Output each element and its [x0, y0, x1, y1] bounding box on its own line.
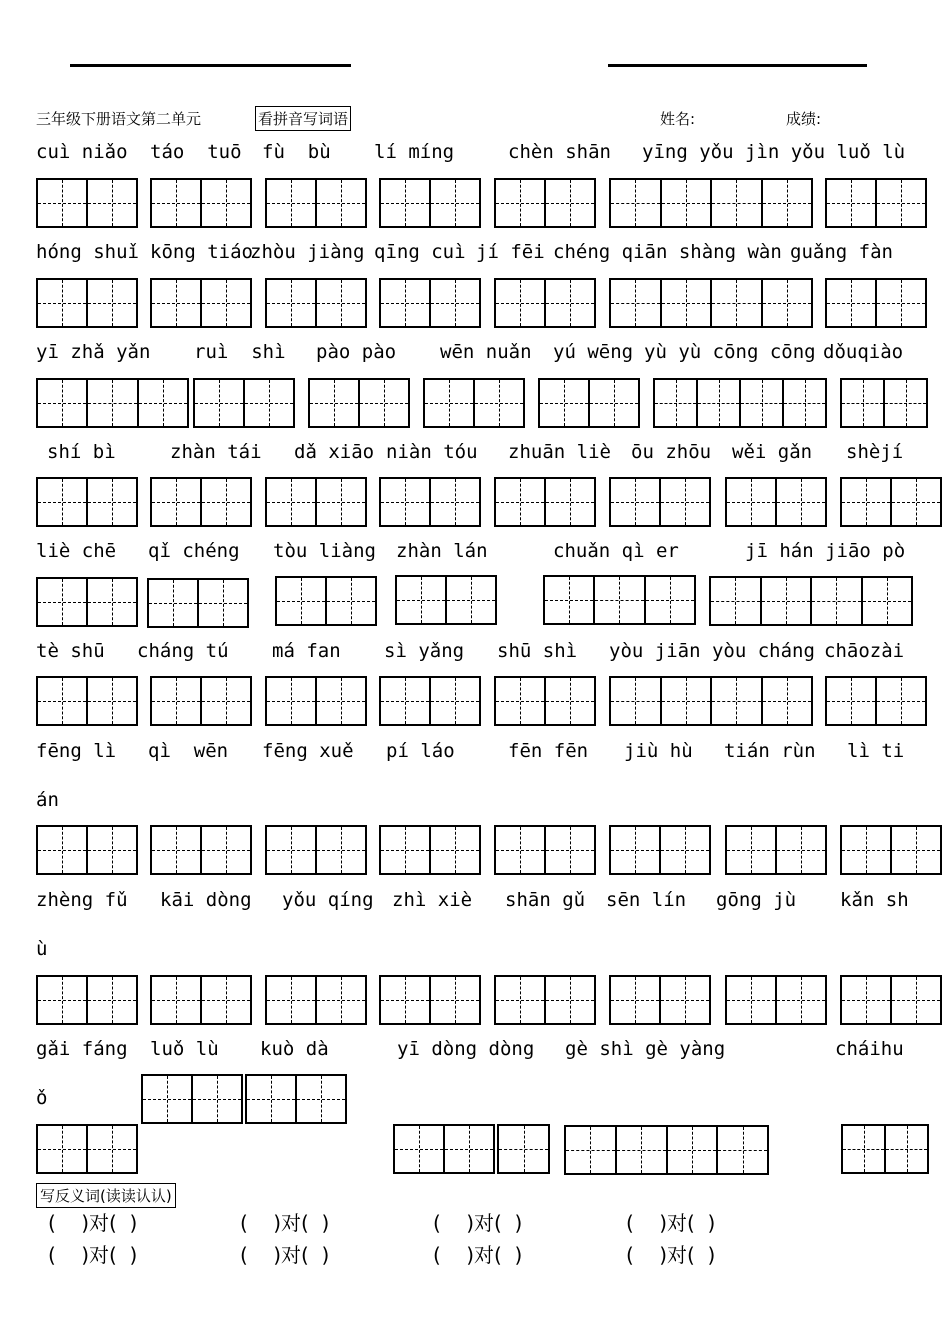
name-label: 姓名:	[660, 110, 696, 128]
pinyin: zhuān liè	[508, 441, 611, 463]
pinyin: zhì xiè	[392, 889, 473, 911]
pinyin: tòu liàng	[273, 540, 376, 562]
pinyin: kāi dòng	[160, 889, 252, 911]
writing-grid[interactable]	[825, 676, 927, 726]
writing-grid[interactable]	[543, 575, 696, 625]
writing-grid[interactable]	[265, 825, 367, 875]
pinyin: táo tuō	[150, 141, 242, 163]
pinyin: cuì niǎo	[36, 141, 128, 163]
writing-grid[interactable]	[609, 178, 813, 228]
writing-grid[interactable]	[379, 676, 481, 726]
writing-grid[interactable]	[36, 825, 138, 875]
pinyin: ōu zhōu	[631, 441, 712, 463]
pinyin: wēn nuǎn	[440, 341, 532, 363]
writing-grid[interactable]	[725, 477, 827, 527]
pinyin: yǒu qíng	[282, 889, 374, 911]
pinyin: dǎ xiāo	[294, 441, 375, 463]
writing-grid[interactable]	[840, 378, 928, 428]
writing-grid[interactable]	[840, 975, 942, 1025]
writing-grid[interactable]	[379, 477, 481, 527]
pinyin: chāozài	[824, 640, 905, 662]
pinyin: zhàn lán	[396, 540, 488, 562]
antonym-item[interactable]: ( )对( )	[626, 1211, 716, 1235]
pinyin: luǒ lù	[150, 1038, 219, 1060]
pinyin: cháng tú	[137, 640, 229, 662]
pinyin: yú wēng	[553, 341, 634, 363]
writing-grid[interactable]	[36, 378, 189, 428]
pinyin: sì yǎng	[384, 640, 465, 662]
pinyin: gè shì gè yàng	[565, 1038, 726, 1060]
writing-grid[interactable]	[147, 578, 249, 628]
writing-grid[interactable]	[150, 477, 252, 527]
pinyin: yù yù cōng cōng	[644, 341, 816, 363]
pinyin: má fan	[272, 640, 341, 662]
pinyin: jiù hù	[624, 740, 693, 762]
pinyin: yī dòng dòng	[397, 1038, 535, 1060]
writing-grid[interactable]	[725, 825, 827, 875]
pinyin: qīng cuì	[374, 241, 466, 263]
pinyin: chuǎn qì er	[553, 540, 679, 562]
pinyin: gǎi fáng	[36, 1038, 128, 1060]
antonym-item[interactable]: ( )对( )	[626, 1243, 716, 1267]
antonym-item[interactable]: ( )对( )	[433, 1243, 523, 1267]
pinyin: cháihu	[835, 1038, 904, 1060]
pinyin: sēn lín	[606, 889, 687, 911]
pinyin: jí fēi	[476, 241, 545, 263]
writing-grid[interactable]	[379, 825, 481, 875]
writing-grid[interactable]	[840, 477, 942, 527]
writing-grid[interactable]	[825, 178, 927, 228]
pinyin: yīng yǒu jìn yǒu luǒ lù	[642, 141, 906, 163]
writing-grid[interactable]	[497, 1124, 550, 1174]
name-underline	[70, 64, 351, 67]
pinyin: shí bì	[47, 441, 116, 463]
writing-grid[interactable]	[423, 378, 525, 428]
writing-grid[interactable]	[653, 378, 827, 428]
pinyin: yī zhǎ yǎn	[36, 341, 151, 363]
pinyin: fēng xuě	[262, 740, 354, 762]
writing-grid[interactable]	[36, 178, 138, 228]
pinyin: chéng qiān shàng wàn	[553, 241, 782, 263]
pinyin: jī hán jiāo pò	[745, 540, 906, 562]
writing-grid[interactable]	[609, 676, 813, 726]
writing-grid[interactable]	[725, 975, 827, 1025]
pinyin: tián rùn	[724, 740, 816, 762]
writing-grid[interactable]	[265, 477, 367, 527]
pinyin: shān gǔ	[505, 889, 586, 911]
writing-grid[interactable]	[379, 975, 481, 1025]
writing-grid[interactable]	[379, 278, 481, 328]
pinyin: liè chē	[36, 540, 117, 562]
writing-grid[interactable]	[150, 825, 252, 875]
writing-grid[interactable]	[393, 1124, 495, 1174]
writing-grid[interactable]	[36, 676, 138, 726]
pinyin: pào pào	[316, 341, 397, 363]
pinyin: shū shì	[497, 640, 578, 662]
task-label: 看拼音写词语	[255, 106, 351, 131]
antonym-item[interactable]: ( )对( )	[48, 1211, 138, 1235]
writing-grid[interactable]	[564, 1125, 769, 1175]
pinyin: fù bù	[262, 141, 331, 163]
score-underline	[608, 64, 867, 67]
writing-grid[interactable]	[150, 178, 252, 228]
writing-grid[interactable]	[609, 825, 711, 875]
pinyin: chèn shān	[508, 141, 611, 163]
writing-grid[interactable]	[494, 278, 596, 328]
pinyin: tè shū	[36, 640, 105, 662]
writing-grid[interactable]	[245, 1074, 347, 1124]
pinyin: shèjí	[846, 441, 904, 463]
pinyin: yòu jiān yòu cháng	[609, 640, 815, 662]
writing-grid[interactable]	[265, 178, 367, 228]
writing-grid[interactable]	[609, 975, 711, 1025]
antonym-item[interactable]: ( )对( )	[240, 1211, 330, 1235]
writing-grid[interactable]	[265, 278, 367, 328]
pinyin: fēng lì	[36, 740, 117, 762]
pinyin: ù	[36, 938, 48, 960]
pinyin: wěi gǎn	[732, 441, 813, 463]
writing-grid[interactable]	[494, 975, 596, 1025]
writing-grid[interactable]	[538, 378, 640, 428]
writing-grid[interactable]	[150, 975, 252, 1025]
writing-grid[interactable]	[709, 576, 913, 626]
pinyin: ǒ	[36, 1087, 48, 1109]
pinyin: lì ti	[847, 740, 905, 762]
writing-grid[interactable]	[308, 378, 410, 428]
antonym-item[interactable]: ( )对( )	[240, 1243, 330, 1267]
unit-title: 三年级下册语文第二单元	[36, 110, 202, 128]
pinyin: lí míng	[374, 141, 455, 163]
writing-grid[interactable]	[193, 378, 295, 428]
writing-grid[interactable]	[150, 676, 252, 726]
pinyin: guǎng fàn	[790, 241, 893, 263]
pinyin: zhèng fǔ	[36, 889, 128, 911]
pinyin: zhàn tái	[170, 441, 262, 463]
pinyin: án	[36, 789, 59, 811]
writing-grid[interactable]	[36, 577, 138, 627]
writing-grid[interactable]	[36, 278, 138, 328]
writing-grid[interactable]	[36, 1124, 138, 1174]
writing-grid[interactable]	[395, 575, 497, 625]
writing-grid[interactable]	[841, 1124, 929, 1174]
writing-grid[interactable]	[494, 477, 596, 527]
writing-grid[interactable]	[141, 1074, 243, 1124]
writing-grid[interactable]	[36, 477, 138, 527]
writing-grid[interactable]	[840, 825, 942, 875]
pinyin: pí láo	[386, 740, 455, 762]
writing-grid[interactable]	[265, 975, 367, 1025]
writing-grid[interactable]	[825, 278, 927, 328]
writing-grid[interactable]	[150, 278, 252, 328]
pinyin: qǐ chéng	[148, 540, 240, 562]
pinyin: ruì shì	[194, 341, 286, 363]
pinyin: fēn fēn	[508, 740, 589, 762]
pinyin: kǎn sh	[840, 889, 909, 911]
antonym-section-title: 写反义词(读读认认)	[36, 1183, 176, 1208]
pinyin: dǒuqiào	[823, 341, 904, 363]
pinyin: qì wēn	[148, 740, 229, 762]
writing-grid[interactable]	[265, 676, 367, 726]
pinyin: niàn tóu	[386, 441, 478, 463]
writing-grid[interactable]	[494, 825, 596, 875]
score-label: 成绩:	[786, 110, 822, 128]
pinyin: hóng shuǐ	[36, 241, 139, 263]
writing-grid[interactable]	[494, 178, 596, 228]
pinyin: kuò dà	[260, 1038, 329, 1060]
pinyin: kōng tiáo	[150, 241, 253, 263]
writing-grid[interactable]	[379, 178, 481, 228]
writing-grid[interactable]	[275, 576, 377, 626]
writing-grid[interactable]	[36, 975, 138, 1025]
writing-grid[interactable]	[609, 477, 711, 527]
antonym-item[interactable]: ( )对( )	[433, 1211, 523, 1235]
writing-grid[interactable]	[494, 676, 596, 726]
pinyin: zhòu jiàng	[250, 241, 365, 263]
pinyin: gōng jù	[716, 889, 797, 911]
writing-grid[interactable]	[609, 278, 813, 328]
antonym-item[interactable]: ( )对( )	[48, 1243, 138, 1267]
